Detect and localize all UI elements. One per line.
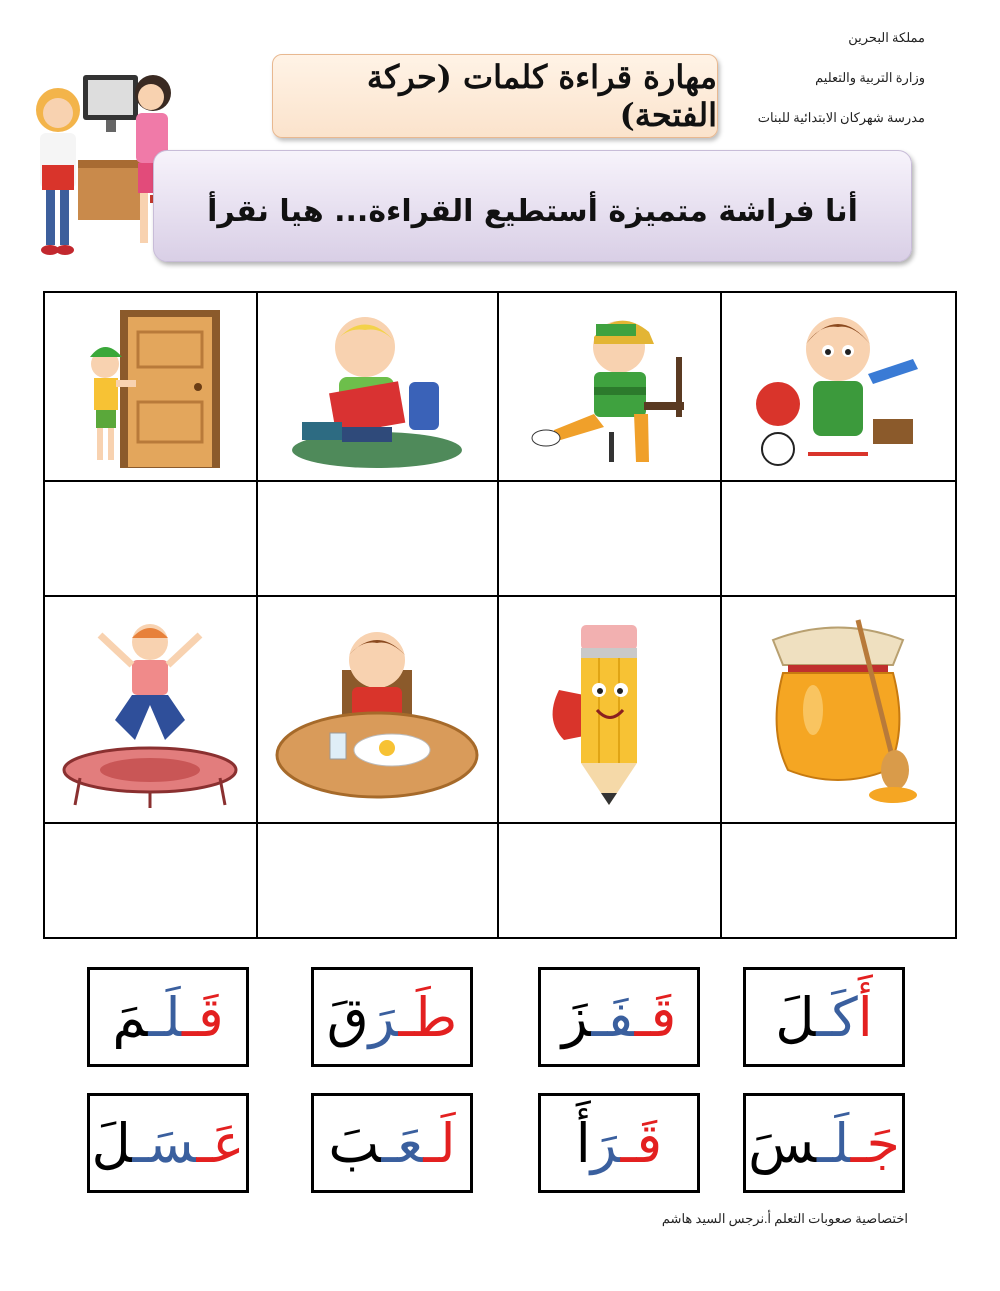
picture-cell-read xyxy=(257,292,499,481)
ministry-label: وزارة التربية والتعليم xyxy=(815,70,925,85)
picture-cell-pen xyxy=(498,596,720,823)
worksheet-title-box xyxy=(272,54,718,138)
word-card-knock[interactable]: طَـرَقَ xyxy=(311,967,473,1067)
kingdom-label: مملكة البحرين xyxy=(848,30,925,45)
word-card-pen[interactable]: قَـلَـمَ xyxy=(87,967,249,1067)
picture-cell-knock xyxy=(44,292,257,481)
word-card-read[interactable]: قَـرَأَ xyxy=(538,1093,700,1193)
honey-jar-icon xyxy=(753,610,923,810)
answer-cell[interactable] xyxy=(721,823,956,938)
picture-cell-eat xyxy=(257,596,499,823)
boy-jumping-trampoline-icon xyxy=(60,610,240,810)
motivation-banner xyxy=(153,150,912,262)
boy-knocking-door-icon xyxy=(70,302,230,472)
author-credit: اختصاصية صعوبات التعلم أ.نرجس السيد هاشم xyxy=(661,1211,908,1226)
boy-eating-meal-icon xyxy=(272,615,482,805)
boy-playing-toys-icon xyxy=(748,299,928,474)
answer-cell[interactable] xyxy=(257,481,499,596)
picture-row-1 xyxy=(44,292,956,481)
answer-cell[interactable] xyxy=(257,823,499,938)
answer-row-1 xyxy=(44,481,956,596)
answer-row-2 xyxy=(44,823,956,938)
school-label: مدرسة شهركان الابتدائية للبنات xyxy=(757,110,925,125)
answer-cell[interactable] xyxy=(44,481,257,596)
word-card-play[interactable]: لَـعَـبَ xyxy=(311,1093,473,1193)
word-card-jump[interactable]: قَـفَـزَ xyxy=(538,967,700,1067)
word-card-sat[interactable]: جَـلَـسَ xyxy=(743,1093,905,1193)
picture-answer-grid xyxy=(43,291,957,939)
picture-cell-play xyxy=(721,292,956,481)
picture-cell-sit xyxy=(498,292,720,481)
picture-row-2 xyxy=(44,596,956,823)
answer-cell[interactable] xyxy=(498,823,720,938)
word-card-honey[interactable]: عَـسَـلَ xyxy=(87,1093,249,1193)
picture-cell-honey xyxy=(721,596,956,823)
answer-cell[interactable] xyxy=(44,823,257,938)
picture-cell-jump xyxy=(44,596,257,823)
boy-sitting-chair-icon xyxy=(524,302,694,472)
answer-cell[interactable] xyxy=(721,481,956,596)
boy-reading-book-icon xyxy=(287,302,467,472)
word-card-eat[interactable]: أَكَـلَ xyxy=(743,967,905,1067)
worksheet-title: مهارة قراءة كلمات (حركة الفتحة) xyxy=(366,58,717,134)
banner-text: أنا فراشة متميزة أستطيع القراءة... هيا نقرأ xyxy=(207,193,858,229)
pencil-character-icon xyxy=(539,610,679,810)
answer-cell[interactable] xyxy=(498,481,720,596)
